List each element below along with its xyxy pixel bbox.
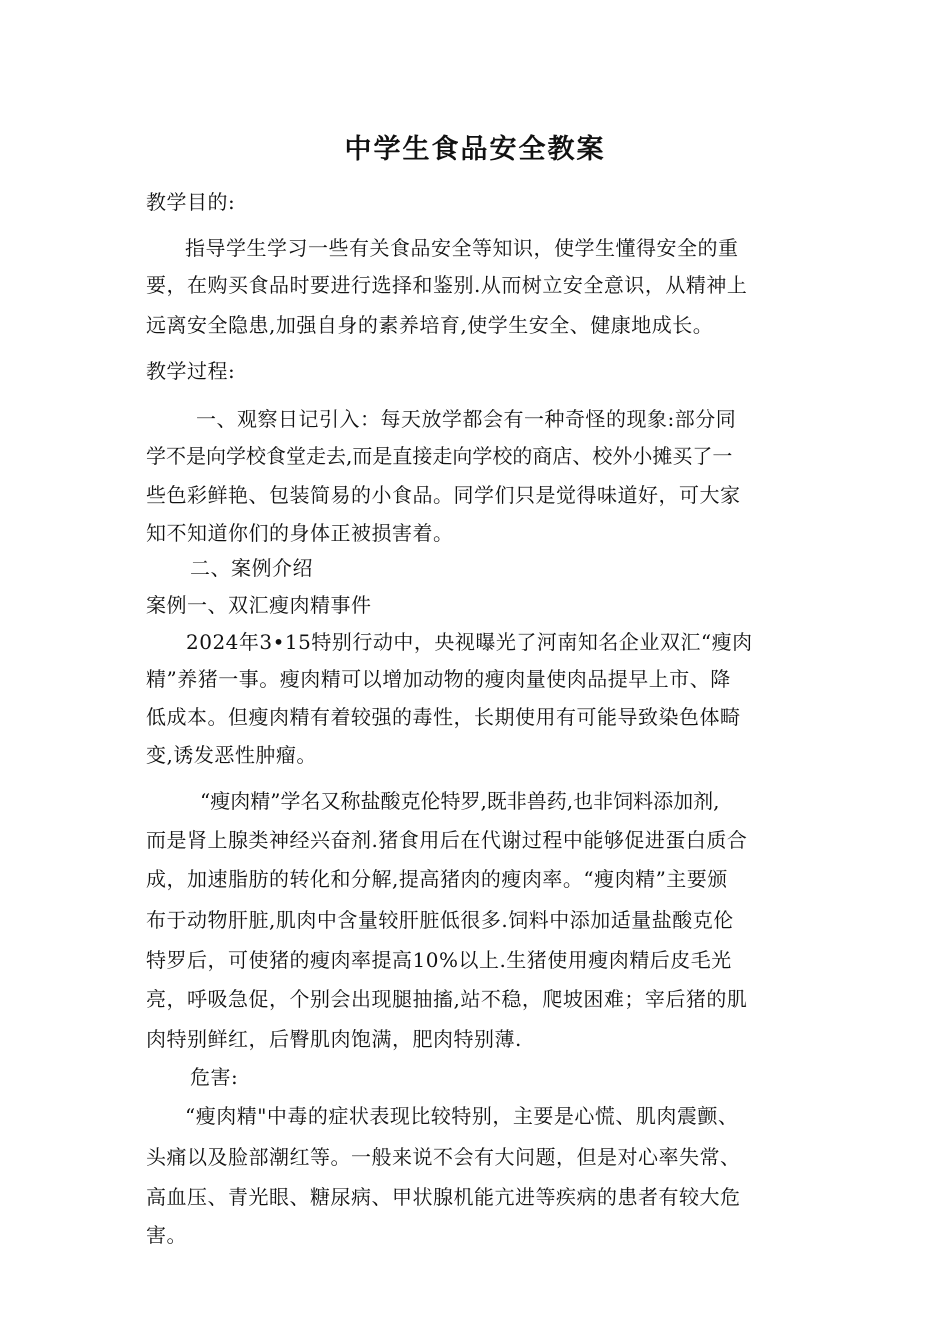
paragraph-line: 害。: [146, 1223, 187, 1247]
paragraph-line: 变,诱发恶性肿瘤。: [146, 743, 317, 767]
paragraph-line: 高血压、青光眼、糖尿病、甲状腺机能亢进等疾病的患者有较大危: [146, 1185, 741, 1209]
section-heading-objectives: 教学目的:: [146, 190, 236, 214]
paragraph-line: “瘦肉精”学名又称盐酸克伦特罗,既非兽药,也非饲料添加剂,: [200, 789, 720, 813]
page-title: 中学生食品安全教案: [344, 134, 606, 165]
paragraph-line: 而是肾上腺类神经兴奋剂.猪食用后在代谢过程中能够促进蛋白质合: [146, 828, 748, 852]
paragraph-line: 头痛以及脸部潮红等。一般来说不会有大问题，但是对心率失常、: [146, 1145, 741, 1169]
paragraph-line: 知不知道你们的身体正被损害着。: [146, 521, 454, 545]
paragraph-line: 精”养猪一事。瘦肉精可以增加动物的瘦肉量使肉品提早上市、降: [146, 667, 731, 691]
paragraph-line: 些色彩鲜艳、包装简易的小食品。同学们只是觉得味道好，可大家: [146, 483, 741, 507]
paragraph-line: 指导学生学习一些有关食品安全等知识，使学生懂得安全的重: [185, 236, 739, 260]
section-heading-hazards: 危害:: [190, 1065, 239, 1089]
paragraph-line: “瘦肉精"中毒的症状表现比较特别，主要是心慌、肌肉震颤、: [185, 1104, 739, 1128]
paragraph-line: 低成本。但瘦肉精有着较强的毒性，长期使用有可能导致染色体畸: [146, 705, 741, 729]
paragraph-line: 远离安全隐患,加强自身的素养培育,使学生安全、健康地成长。: [146, 313, 714, 337]
paragraph-line: 成，加速脂肪的转化和分解,提高猪肉的瘦肉率。“瘦肉精”主要颁: [146, 867, 728, 891]
paragraph-line: 要，在购买食品时要进行选择和鉴别.从而树立安全意识，从精神上: [146, 273, 748, 297]
paragraph-line: 特罗后，可使猪的瘦肉率提高10%以上.生猪使用瘦肉精后皮毛光: [146, 948, 732, 972]
paragraph-line: 学不是向学校食堂走去,而是直接走向学校的商店、校外小摊买了一: [146, 444, 733, 468]
paragraph-line: 布于动物肝脏,肌肉中含量较肝脏低很多.饲料中添加适量盐酸克伦: [146, 908, 734, 932]
paragraph-line: 2024年3•15特别行动中，央视曝光了河南知名企业双汇“瘦肉: [186, 630, 753, 654]
paragraph-line: 一、观察日记引入：每天放学都会有一种奇怪的现象:部分同: [196, 407, 737, 431]
section-heading-cases: 二、案例介绍: [190, 556, 313, 580]
case-heading: 案例一、双汇瘦肉精事件: [146, 593, 372, 617]
paragraph-line: 亮，呼吸急促，个别会出现腿抽搐,站不稳，爬坡困难；宰后猪的肌: [146, 987, 748, 1011]
paragraph-line: 肉特别鲜红，后臀肌肉饱满，肥肉特别薄.: [146, 1027, 522, 1051]
section-heading-process: 教学过程:: [146, 359, 236, 383]
